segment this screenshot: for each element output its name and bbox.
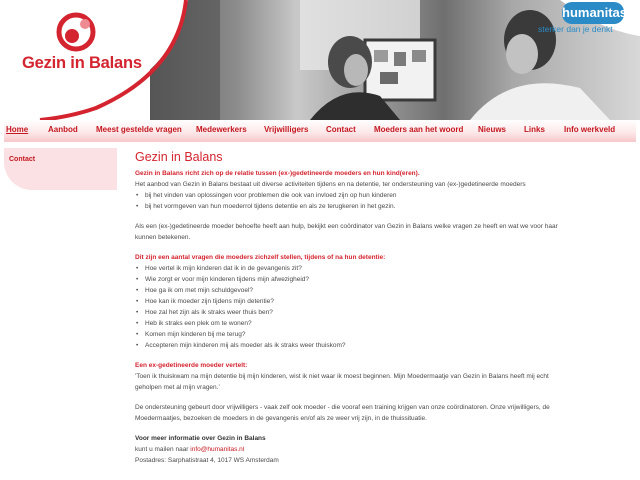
list-item: • Hoe ga ik om met mijn schuldgevoel? — [135, 285, 565, 296]
questions-heading: Dit zijn een aantal vragen die moeders zichzelf stellen, tijdens of na hun detentie: — [135, 254, 386, 261]
email-link[interactable]: info@humanitas.nl — [190, 446, 245, 453]
gezin-in-balans-logo-icon — [56, 12, 96, 52]
nav-nieuws[interactable]: Nieuws — [478, 125, 507, 134]
intro-list — [135, 190, 565, 212]
list-item: • bij het vormgeven van hun moederrol tijdens detentie en als ze terugkeren in het gezin. — [135, 201, 565, 212]
questions-list — [135, 263, 565, 351]
humanitas-logo[interactable]: humanitas — [562, 2, 624, 24]
nav-home[interactable]: Home — [6, 125, 29, 134]
main-nav — [4, 120, 636, 142]
humanitas-tagline: sterker dan je denkt — [538, 24, 613, 34]
intro-bold: Gezin in Balans richt zich op de relatie tussen (ex-)gedetineerde moeders en hun kind(eren). — [135, 170, 420, 177]
page-title: Gezin in Balans — [135, 150, 223, 164]
nav-meest-gestelde-vragen[interactable]: Meest gestelde vragen — [96, 125, 182, 134]
nav-moeders-aan-het-woord[interactable]: Moeders aan het woord — [374, 125, 464, 134]
support-text: De ondersteuning gebeurt door vrijwilligers - vaak zelf ook moeder - die vooraf een training krijgen van onze coördinatoren. Onze vrijwilligers, de Moedermaatjes, bezoeken de moeders in de gevangenis en/of als ze weer vrij zijn, in de thuissituatie. — [135, 404, 550, 422]
list-item: • Hoe zal het zijn als ik straks weer thuis ben? — [135, 307, 565, 318]
sidebar — [4, 148, 117, 190]
nav-medewerkers[interactable]: Medewerkers — [196, 125, 247, 134]
nav-contact[interactable]: Contact — [326, 125, 356, 134]
site-header — [0, 0, 640, 120]
main-content — [135, 150, 565, 466]
list-item: • Hoe vertel ik mijn kinderen dat ik in de gevangenis zit? — [135, 263, 565, 274]
intro-text: Het aanbod van Gezin in Balans bestaat uit diverse activiteiten tijdens en na detentie, ter ondersteuning van (ex-)gedetineerde moeders — [135, 181, 526, 188]
list-item: • Heb ik straks een plek om te wonen? — [135, 318, 565, 329]
postal-address: Postadres: Sarphatistraat 4, 1017 WS Amsterdam — [135, 457, 279, 464]
nav-info-werkveld[interactable]: Info werkveld — [564, 125, 616, 134]
mail-line — [135, 444, 565, 455]
help-text: Als een (ex-)gedetineerde moeder behoefte heeft aan hulp, bekijkt een coördinator van Gezin in Balans welke vragen ze heeft en wat we voor haar kunnen betekenen. — [135, 223, 558, 241]
list-item: • Wie zorgt er voor mijn kinderen tijdens mijn afwezigheid? — [135, 274, 565, 285]
list-item: • Accepteren mijn kinderen mij als moeder als ik straks weer thuiskom? — [135, 340, 565, 351]
nav-aanbod[interactable]: Aanbod — [48, 125, 78, 134]
quote-text: 'Toen ik thuiskwam na mijn detentie bij mijn kinderen, wist ik niet waar ik moest beginnen. Mijn Moedermaatje van Gezin in Balans heeft mij echt geholpen met al mijn vragen.' — [135, 373, 549, 391]
quote-heading: Een ex-gedetineerde moeder vertelt: — [135, 362, 248, 369]
list-item: • Komen mijn kinderen bij me terug? — [135, 329, 565, 340]
nav-vrijwilligers[interactable]: Vrijwilligers — [264, 125, 309, 134]
list-item: • Hoe kan ik moeder zijn tijdens mijn detentie? — [135, 296, 565, 307]
more-info-heading: Voor meer informatie over Gezin in Balans — [135, 435, 266, 442]
nav-links[interactable]: Links — [524, 125, 545, 134]
brand-name[interactable]: Gezin in Balans — [22, 54, 142, 72]
sidebar-item-contact[interactable]: Contact — [9, 156, 36, 163]
mail-prefix: kunt u mailen naar — [135, 446, 189, 453]
list-item: • bij het vinden van oplossingen voor problemen die ook van invloed zijn op hun kinderen — [135, 190, 565, 201]
